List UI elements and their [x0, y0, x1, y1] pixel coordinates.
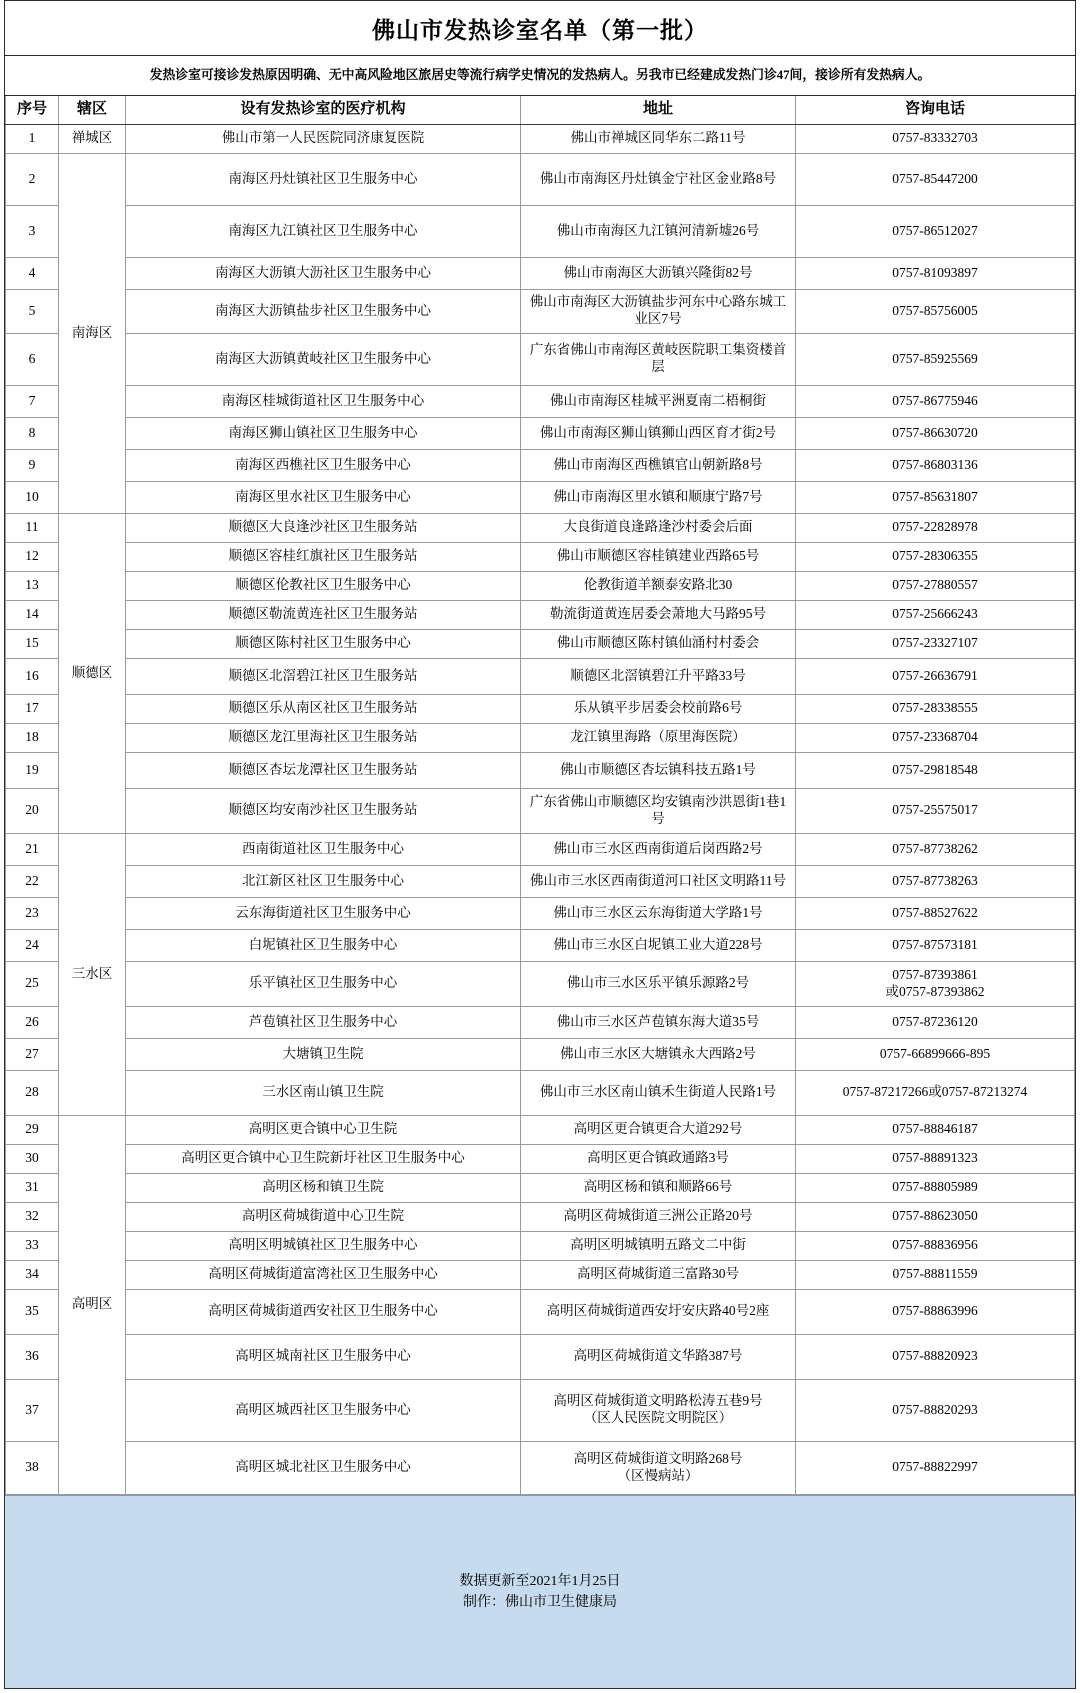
table-row [6, 1038, 1075, 1070]
cell-phone: 0757-28338555 [796, 694, 1075, 723]
table-row [6, 542, 1075, 571]
cell-organization: 高明区明城镇社区卫生服务中心 [126, 1231, 521, 1260]
document-sheet [4, 0, 1076, 1689]
table-row [6, 961, 1075, 1006]
cell-address: 高明区荷城街道文明路268号 （区慢病站） [521, 1441, 796, 1494]
cell-organization: 高明区更合镇中心卫生院 [126, 1115, 521, 1144]
cell-index: 4 [6, 257, 59, 289]
column-header-phone: 咨询电话 [796, 96, 1075, 124]
table-row [6, 658, 1075, 694]
cell-address: 乐从镇平步居委会校前路6号 [521, 694, 796, 723]
cell-phone: 0757-87217266或0757-87213274 [796, 1070, 1075, 1115]
note-band [5, 56, 1075, 96]
cell-organization: 南海区丹灶镇社区卫生服务中心 [126, 153, 521, 205]
table-row [6, 417, 1075, 449]
table-row [6, 1379, 1075, 1441]
table-row [6, 752, 1075, 788]
table-row [6, 333, 1075, 385]
cell-index: 23 [6, 897, 59, 929]
document-note: 发热诊室可接诊发热原因明确、无中高风险地区旅居史等流行病学史情况的发热病人。另我市已经建成发热门诊47间，接诊所有发热病人。 [149, 68, 931, 83]
cell-phone: 0757-27880557 [796, 571, 1075, 600]
cell-address: 佛山市南海区大沥镇兴隆街82号 [521, 257, 796, 289]
cell-address: 高明区荷城街道文华路387号 [521, 1334, 796, 1379]
table-container [5, 96, 1075, 1495]
cell-address: 高明区荷城街道文明路松涛五巷9号 （区人民医院文明院区） [521, 1379, 796, 1441]
cell-address: 佛山市南海区西樵镇官山朝新路8号 [521, 449, 796, 481]
cell-index: 32 [6, 1202, 59, 1231]
cell-index: 14 [6, 600, 59, 629]
cell-organization: 南海区西樵社区卫生服务中心 [126, 449, 521, 481]
cell-index: 16 [6, 658, 59, 694]
table-row [6, 723, 1075, 752]
table-row [6, 1115, 1075, 1144]
cell-organization: 南海区狮山镇社区卫生服务中心 [126, 417, 521, 449]
cell-organization: 高明区荷城街道富湾社区卫生服务中心 [126, 1260, 521, 1289]
table-row [6, 513, 1075, 542]
cell-address: 佛山市南海区狮山镇狮山西区育才街2号 [521, 417, 796, 449]
table-row [6, 1173, 1075, 1202]
cell-district: 高明区 [59, 1115, 126, 1494]
cell-index: 3 [6, 205, 59, 257]
cell-address: 伦教街道羊额泰安路北30 [521, 571, 796, 600]
cell-organization: 南海区大沥镇黄岐社区卫生服务中心 [126, 333, 521, 385]
table-row [6, 1070, 1075, 1115]
cell-organization: 高明区更合镇中心卫生院新圩社区卫生服务中心 [126, 1144, 521, 1173]
cell-organization: 高明区杨和镇卫生院 [126, 1173, 521, 1202]
cell-organization: 南海区九江镇社区卫生服务中心 [126, 205, 521, 257]
column-header-address: 地址 [521, 96, 796, 124]
cell-phone: 0757-26636791 [796, 658, 1075, 694]
table-row [6, 1289, 1075, 1334]
table-row [6, 1231, 1075, 1260]
cell-phone: 0757-88836956 [796, 1231, 1075, 1260]
cell-organization: 芦苞镇社区卫生服务中心 [126, 1006, 521, 1038]
cell-address: 广东省佛山市顺德区均安镇南沙洪恩街1巷1号 [521, 788, 796, 833]
cell-address: 广东省佛山市南海区黄岐医院职工集资楼首层 [521, 333, 796, 385]
cell-phone: 0757-88846187 [796, 1115, 1075, 1144]
cell-district: 禅城区 [59, 124, 126, 153]
cell-organization: 佛山市第一人民医院同济康复医院 [126, 124, 521, 153]
cell-index: 7 [6, 385, 59, 417]
cell-phone: 0757-88811559 [796, 1260, 1075, 1289]
table-body [6, 124, 1075, 1494]
cell-phone: 0757-23368704 [796, 723, 1075, 752]
cell-index: 24 [6, 929, 59, 961]
cell-index: 22 [6, 865, 59, 897]
cell-organization: 西南街道社区卫生服务中心 [126, 833, 521, 865]
cell-address: 高明区更合镇政通路3号 [521, 1144, 796, 1173]
cell-address: 顺德区北滘镇碧江升平路33号 [521, 658, 796, 694]
cell-index: 35 [6, 1289, 59, 1334]
table-row [6, 897, 1075, 929]
cell-address: 佛山市南海区大沥镇盐步河东中心路东城工业区7号 [521, 289, 796, 333]
cell-organization: 顺德区均安南沙社区卫生服务站 [126, 788, 521, 833]
cell-address: 佛山市三水区西南街道后岗西路2号 [521, 833, 796, 865]
cell-index: 13 [6, 571, 59, 600]
cell-index: 31 [6, 1173, 59, 1202]
table-row [6, 600, 1075, 629]
cell-phone: 0757-86512027 [796, 205, 1075, 257]
cell-organization: 顺德区陈村社区卫生服务中心 [126, 629, 521, 658]
cell-address: 佛山市三水区西南街道河口社区文明路11号 [521, 865, 796, 897]
cell-index: 19 [6, 752, 59, 788]
cell-organization: 高明区城南社区卫生服务中心 [126, 1334, 521, 1379]
cell-organization: 南海区里水社区卫生服务中心 [126, 481, 521, 513]
cell-index: 5 [6, 289, 59, 333]
cell-address: 高明区明城镇明五路文二中街 [521, 1231, 796, 1260]
cell-index: 9 [6, 449, 59, 481]
cell-phone: 0757-88805989 [796, 1173, 1075, 1202]
cell-organization: 乐平镇社区卫生服务中心 [126, 961, 521, 1006]
cell-address: 佛山市禅城区同华东二路11号 [521, 124, 796, 153]
cell-index: 34 [6, 1260, 59, 1289]
cell-address: 佛山市顺德区容桂镇建业西路65号 [521, 542, 796, 571]
table-row [6, 1144, 1075, 1173]
cell-phone: 0757-85925569 [796, 333, 1075, 385]
cell-index: 15 [6, 629, 59, 658]
cell-phone: 0757-85756005 [796, 289, 1075, 333]
cell-phone: 0757-86630720 [796, 417, 1075, 449]
footer-update-date: 数据更新至2021年1月25日 [459, 1573, 621, 1589]
table-row [6, 205, 1075, 257]
cell-organization: 南海区大沥镇盐步社区卫生服务中心 [126, 289, 521, 333]
cell-address: 佛山市南海区丹灶镇金宁社区金业路8号 [521, 153, 796, 205]
cell-index: 2 [6, 153, 59, 205]
cell-organization: 高明区荷城街道西安社区卫生服务中心 [126, 1289, 521, 1334]
cell-phone: 0757-88527622 [796, 897, 1075, 929]
cell-index: 26 [6, 1006, 59, 1038]
cell-organization: 北江新区社区卫生服务中心 [126, 865, 521, 897]
cell-organization: 顺德区杏坛龙潭社区卫生服务站 [126, 752, 521, 788]
footer-producer: 制作：佛山市卫生健康局 [463, 1594, 617, 1610]
table-row [6, 833, 1075, 865]
table-row [6, 1334, 1075, 1379]
cell-phone: 0757-23327107 [796, 629, 1075, 658]
page-title: 佛山市发热诊室名单（第一批） [372, 17, 708, 43]
table-row [6, 788, 1075, 833]
cell-index: 12 [6, 542, 59, 571]
cell-index: 28 [6, 1070, 59, 1115]
cell-index: 21 [6, 833, 59, 865]
cell-phone: 0757-85631807 [796, 481, 1075, 513]
cell-index: 1 [6, 124, 59, 153]
cell-phone: 0757-25575017 [796, 788, 1075, 833]
cell-phone: 0757-87393861 或0757-87393862 [796, 961, 1075, 1006]
cell-index: 18 [6, 723, 59, 752]
cell-district: 南海区 [59, 153, 126, 513]
table-row [6, 1202, 1075, 1231]
cell-address: 佛山市三水区南山镇禾生街道人民路1号 [521, 1070, 796, 1115]
cell-phone: 0757-87573181 [796, 929, 1075, 961]
cell-organization: 南海区大沥镇大沥社区卫生服务中心 [126, 257, 521, 289]
table-row [6, 153, 1075, 205]
table-row [6, 1441, 1075, 1494]
cell-phone: 0757-85447200 [796, 153, 1075, 205]
cell-index: 27 [6, 1038, 59, 1070]
table-row [6, 1006, 1075, 1038]
cell-index: 36 [6, 1334, 59, 1379]
cell-address: 佛山市南海区九江镇河清新墟26号 [521, 205, 796, 257]
cell-organization: 顺德区容桂红旗社区卫生服务站 [126, 542, 521, 571]
table-header [6, 96, 1075, 124]
title-band [5, 1, 1075, 56]
table-row [6, 289, 1075, 333]
column-header-index: 序号 [6, 96, 59, 124]
cell-index: 38 [6, 1441, 59, 1494]
cell-district: 三水区 [59, 833, 126, 1115]
cell-organization: 白坭镇社区卫生服务中心 [126, 929, 521, 961]
table-row [6, 629, 1075, 658]
cell-address: 高明区更合镇更合大道292号 [521, 1115, 796, 1144]
cell-index: 33 [6, 1231, 59, 1260]
cell-phone: 0757-86775946 [796, 385, 1075, 417]
cell-phone: 0757-88863996 [796, 1289, 1075, 1334]
cell-phone: 0757-88623050 [796, 1202, 1075, 1231]
cell-organization: 顺德区北滘碧江社区卫生服务站 [126, 658, 521, 694]
cell-organization: 云东海街道社区卫生服务中心 [126, 897, 521, 929]
cell-address: 佛山市三水区大塘镇永大西路2号 [521, 1038, 796, 1070]
cell-organization: 大塘镇卫生院 [126, 1038, 521, 1070]
cell-organization: 顺德区勒流黄连社区卫生服务站 [126, 600, 521, 629]
cell-phone: 0757-87236120 [796, 1006, 1075, 1038]
cell-address: 佛山市顺德区杏坛镇科技五路1号 [521, 752, 796, 788]
cell-organization: 南海区桂城街道社区卫生服务中心 [126, 385, 521, 417]
table-row [6, 257, 1075, 289]
cell-organization: 高明区城西社区卫生服务中心 [126, 1379, 521, 1441]
cell-address: 龙江镇里海路（原里海医院） [521, 723, 796, 752]
table-row [6, 865, 1075, 897]
cell-address: 佛山市南海区桂城平洲夏南二梧桐街 [521, 385, 796, 417]
cell-index: 20 [6, 788, 59, 833]
cell-index: 8 [6, 417, 59, 449]
cell-index: 17 [6, 694, 59, 723]
cell-address: 佛山市三水区白坭镇工业大道228号 [521, 929, 796, 961]
cell-organization: 顺德区乐从南区社区卫生服务站 [126, 694, 521, 723]
cell-organization: 顺德区伦教社区卫生服务中心 [126, 571, 521, 600]
cell-phone: 0757-88822997 [796, 1441, 1075, 1494]
cell-phone: 0757-66899666-895 [796, 1038, 1075, 1070]
cell-phone: 0757-88820923 [796, 1334, 1075, 1379]
cell-address: 高明区荷城街道三洲公正路20号 [521, 1202, 796, 1231]
table-row [6, 1260, 1075, 1289]
table-row [6, 694, 1075, 723]
table-row [6, 124, 1075, 153]
table-row [6, 385, 1075, 417]
cell-index: 37 [6, 1379, 59, 1441]
cell-phone: 0757-29818548 [796, 752, 1075, 788]
cell-district: 顺德区 [59, 513, 126, 833]
column-header-organization: 设有发热诊室的医疗机构 [126, 96, 521, 124]
cell-address: 高明区杨和镇和顺路66号 [521, 1173, 796, 1202]
cell-index: 25 [6, 961, 59, 1006]
cell-phone: 0757-83332703 [796, 124, 1075, 153]
table-row [6, 571, 1075, 600]
cell-organization: 高明区荷城街道中心卫生院 [126, 1202, 521, 1231]
cell-phone: 0757-81093897 [796, 257, 1075, 289]
table-row [6, 481, 1075, 513]
cell-address: 佛山市三水区云东海街道大学路1号 [521, 897, 796, 929]
cell-phone: 0757-87738263 [796, 865, 1075, 897]
cell-address: 佛山市三水区乐平镇乐源路2号 [521, 961, 796, 1006]
cell-address: 勒流街道黄连居委会萧地大马路95号 [521, 600, 796, 629]
cell-address: 佛山市三水区芦苞镇东海大道35号 [521, 1006, 796, 1038]
cell-organization: 顺德区龙江里海社区卫生服务站 [126, 723, 521, 752]
cell-organization: 高明区城北社区卫生服务中心 [126, 1441, 521, 1494]
cell-organization: 三水区南山镇卫生院 [126, 1070, 521, 1115]
cell-address: 高明区荷城街道西安圩安庆路40号2座 [521, 1289, 796, 1334]
cell-phone: 0757-86803136 [796, 449, 1075, 481]
table-row [6, 449, 1075, 481]
cell-phone: 0757-28306355 [796, 542, 1075, 571]
cell-index: 11 [6, 513, 59, 542]
column-header-district: 辖区 [59, 96, 126, 124]
cell-phone: 0757-88891323 [796, 1144, 1075, 1173]
cell-phone: 0757-25666243 [796, 600, 1075, 629]
cell-organization: 顺德区大良逢沙社区卫生服务站 [126, 513, 521, 542]
cell-phone: 0757-22828978 [796, 513, 1075, 542]
cell-phone: 0757-87738262 [796, 833, 1075, 865]
cell-address: 高明区荷城街道三富路30号 [521, 1260, 796, 1289]
footer-band [5, 1495, 1075, 1689]
cell-index: 6 [6, 333, 59, 385]
cell-index: 29 [6, 1115, 59, 1144]
cell-index: 10 [6, 481, 59, 513]
header-row [6, 96, 1075, 124]
table-row [6, 929, 1075, 961]
cell-phone: 0757-88820293 [796, 1379, 1075, 1441]
fever-clinic-table [5, 96, 1075, 1495]
cell-address: 佛山市南海区里水镇和顺康宁路7号 [521, 481, 796, 513]
cell-address: 佛山市顺德区陈村镇仙涌村村委会 [521, 629, 796, 658]
cell-address: 大良街道良逢路逢沙村委会后面 [521, 513, 796, 542]
cell-index: 30 [6, 1144, 59, 1173]
